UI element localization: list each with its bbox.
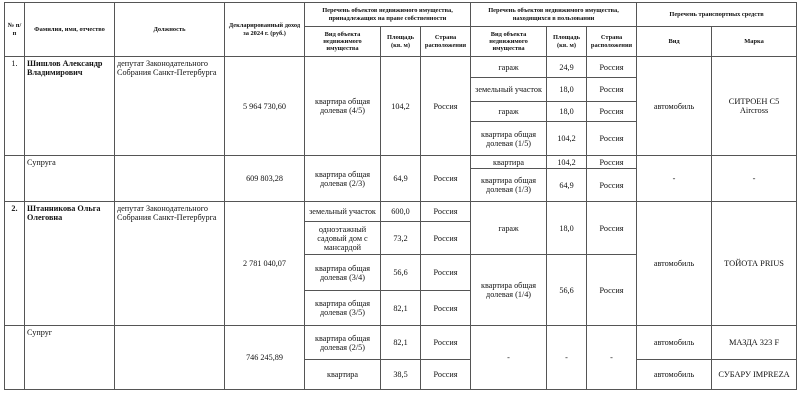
owned-type: квартира bbox=[305, 360, 381, 390]
row-num bbox=[5, 156, 25, 202]
used-area: 104,2 bbox=[547, 122, 587, 156]
used-type: гараж bbox=[471, 57, 547, 78]
spouse-position bbox=[115, 326, 225, 390]
transport-brand: СУБАРУ IMPREZA bbox=[712, 360, 797, 390]
owned-type: квартира общая долевая (4/5) bbox=[305, 57, 381, 156]
owned-type: одноэтажный садовый дом с мансардой bbox=[305, 222, 381, 255]
used-area: 18,0 bbox=[547, 102, 587, 122]
header-fio: Фамилия, имя, отчество bbox=[25, 3, 115, 57]
used-country: - bbox=[587, 326, 637, 390]
transport-type: - bbox=[637, 156, 712, 202]
header-transport-brand: Марка bbox=[712, 27, 797, 57]
used-country: Россия bbox=[587, 156, 637, 169]
used-country: Россия bbox=[587, 169, 637, 202]
used-area: 18,0 bbox=[547, 202, 587, 255]
owned-country: Россия bbox=[421, 291, 471, 326]
header-transport-group: Перечень транспортных средств bbox=[637, 3, 797, 27]
used-area: 24,9 bbox=[547, 57, 587, 78]
declaration-table bbox=[4, 2, 797, 390]
transport-type: автомобиль bbox=[637, 57, 712, 156]
owned-area: 104,2 bbox=[381, 57, 421, 156]
owned-area: 38,5 bbox=[381, 360, 421, 390]
row-num: 2. bbox=[5, 202, 25, 326]
owned-country: Россия bbox=[421, 222, 471, 255]
spouse-position bbox=[115, 156, 225, 202]
transport-brand: МАЗДА 323 F bbox=[712, 326, 797, 360]
person-position: депутат Законодательного Собрания Санкт-Петербурга bbox=[115, 202, 225, 326]
used-country: Россия bbox=[587, 202, 637, 255]
owned-type: квартира общая долевая (2/3) bbox=[305, 156, 381, 202]
table-row bbox=[5, 57, 797, 78]
owned-country: Россия bbox=[421, 57, 471, 156]
header-used-group: Перечень объектов недвижимого имущества, находящихся в пользовании bbox=[471, 3, 637, 27]
owned-area: 82,1 bbox=[381, 326, 421, 360]
spouse-income: 746 245,89 bbox=[225, 326, 305, 390]
used-type: гараж bbox=[471, 202, 547, 255]
used-type: квартира bbox=[471, 156, 547, 169]
table-row bbox=[5, 326, 797, 360]
header-num: № п/п bbox=[5, 3, 25, 57]
used-country: Россия bbox=[587, 57, 637, 78]
owned-area: 82,1 bbox=[381, 291, 421, 326]
spouse-name: Супруга bbox=[25, 156, 115, 202]
used-type: квартира общая долевая (1/3) bbox=[471, 169, 547, 202]
row-num: 1. bbox=[5, 57, 25, 156]
person-name: Шишлов Александр Владимирович bbox=[25, 57, 115, 156]
transport-type: автомобиль bbox=[637, 326, 712, 360]
spouse-income: 609 803,28 bbox=[225, 156, 305, 202]
used-area: 56,6 bbox=[547, 255, 587, 326]
header-owned-group: Перечень объектов недвижимого имущества, принадлежащих на праве собственности bbox=[305, 3, 471, 27]
owned-area: 64,9 bbox=[381, 156, 421, 202]
owned-type: земельный участок bbox=[305, 202, 381, 222]
owned-type: квартира общая долевая (2/5) bbox=[305, 326, 381, 360]
used-type: квартира общая долевая (1/4) bbox=[471, 255, 547, 326]
header-owned-country: Страна расположения bbox=[421, 27, 471, 57]
used-type: - bbox=[471, 326, 547, 390]
owned-type: квартира общая долевая (3/5) bbox=[305, 291, 381, 326]
used-country: Россия bbox=[587, 122, 637, 156]
person-name: Штанникова Ольга Олеговна bbox=[25, 202, 115, 326]
header-owned-area: Площадь (кв. м) bbox=[381, 27, 421, 57]
owned-type: квартира общая долевая (3/4) bbox=[305, 255, 381, 291]
transport-brand: - bbox=[712, 156, 797, 202]
header-used-country: Страна расположения bbox=[587, 27, 637, 57]
transport-type: автомобиль bbox=[637, 202, 712, 326]
owned-country: Россия bbox=[421, 326, 471, 360]
person-position: депутат Законодательного Собрания Санкт-Петербурга bbox=[115, 57, 225, 156]
header-owned-type: Вид объекта недвижимого имущества bbox=[305, 27, 381, 57]
used-type: квартира общая долевая (1/5) bbox=[471, 122, 547, 156]
used-area: 64,9 bbox=[547, 169, 587, 202]
used-country: Россия bbox=[587, 102, 637, 122]
table-row bbox=[5, 202, 797, 222]
owned-country: Россия bbox=[421, 255, 471, 291]
row-num bbox=[5, 326, 25, 390]
owned-country: Россия bbox=[421, 156, 471, 202]
used-area: - bbox=[547, 326, 587, 390]
used-type: земельный участок bbox=[471, 78, 547, 102]
transport-brand: СИТРОЕН C5 Aircross bbox=[712, 57, 797, 156]
header-position: Должность bbox=[115, 3, 225, 57]
person-income: 2 781 040,07 bbox=[225, 202, 305, 326]
used-country: Россия bbox=[587, 255, 637, 326]
owned-area: 600,0 bbox=[381, 202, 421, 222]
owned-area: 56,6 bbox=[381, 255, 421, 291]
transport-type: автомобиль bbox=[637, 360, 712, 390]
spouse-name: Супруг bbox=[25, 326, 115, 390]
person-income: 5 964 730,60 bbox=[225, 57, 305, 156]
header-used-area: Площадь (кв. м) bbox=[547, 27, 587, 57]
owned-country: Россия bbox=[421, 202, 471, 222]
transport-brand: ТОЙОТА PRIUS bbox=[712, 202, 797, 326]
used-area: 104,2 bbox=[547, 156, 587, 169]
used-country: Россия bbox=[587, 78, 637, 102]
owned-area: 73,2 bbox=[381, 222, 421, 255]
owned-country: Россия bbox=[421, 360, 471, 390]
table-row bbox=[5, 156, 797, 169]
header-transport-type: Вид bbox=[637, 27, 712, 57]
used-type: гараж bbox=[471, 102, 547, 122]
used-area: 18,0 bbox=[547, 78, 587, 102]
header-income: Декларированный доход за 2024 г. (руб.) bbox=[225, 3, 305, 57]
header-used-type: Вид объекта недвижимого имущества bbox=[471, 27, 547, 57]
